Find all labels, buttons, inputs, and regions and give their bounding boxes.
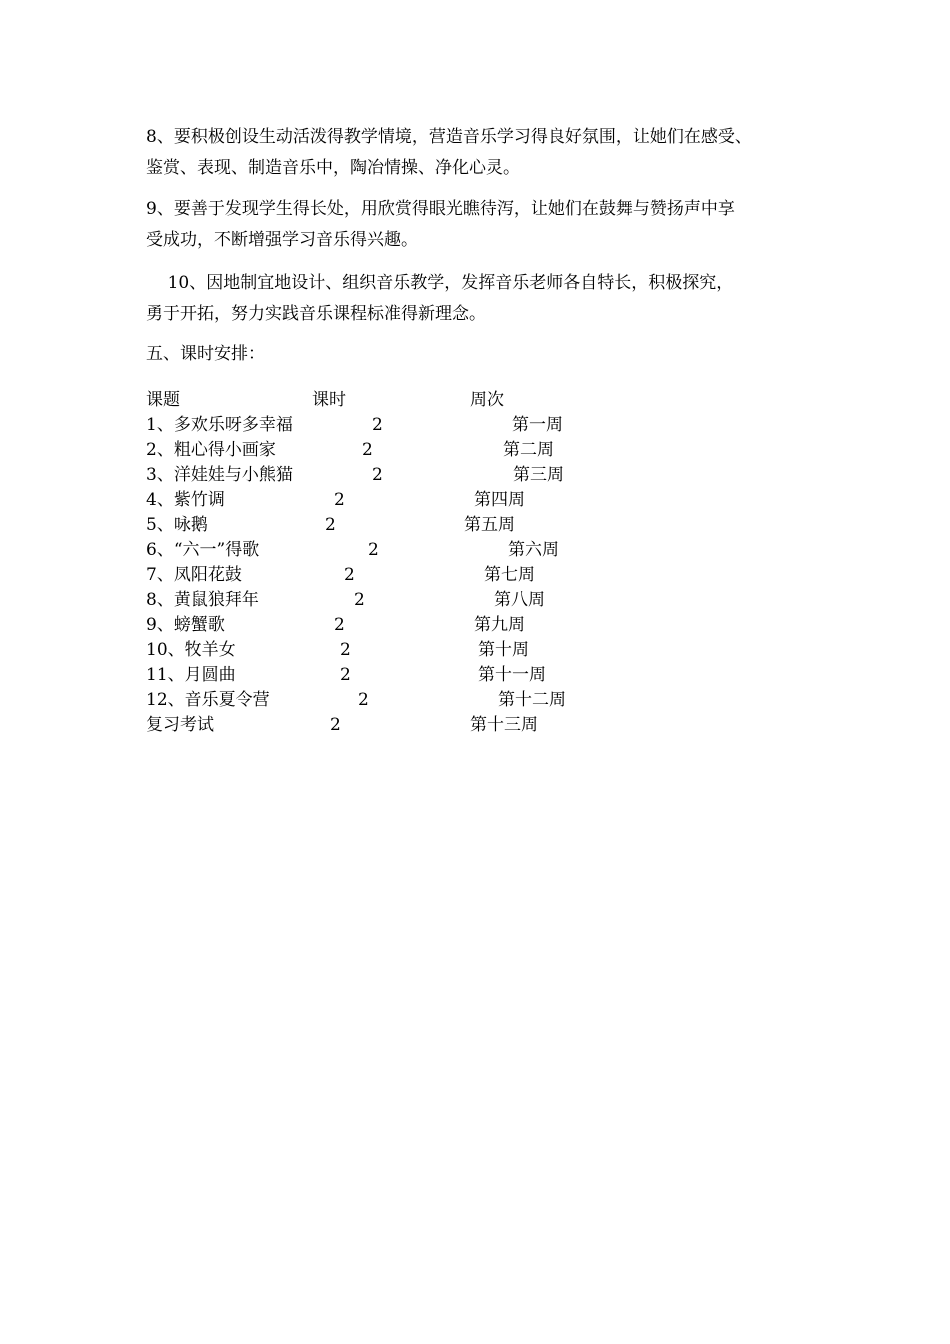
paragraph-line: 8、要积极创设生动活泼得教学情境，营造音乐学习得良好氛围，让她们在感受、 (146, 127, 752, 147)
row-topic: 2、粗心得小画家 (146, 440, 276, 460)
row-week: 第一周 (512, 415, 563, 435)
row-week: 第十三周 (470, 715, 538, 735)
table-row (146, 563, 846, 588)
row-week: 第二周 (503, 440, 554, 460)
schedule-table (146, 388, 846, 738)
row-week: 第九周 (474, 615, 525, 635)
header-hours: 课时 (312, 390, 346, 410)
row-week: 第八周 (494, 590, 545, 610)
paragraph-line: 9、要善于发现学生得长处，用欣赏得眼光瞧待泻，让她们在鼓舞与赞扬声中享 (146, 199, 735, 219)
table-row (146, 663, 846, 688)
row-hours: 2 (340, 640, 351, 660)
row-topic: 1、多欢乐呀多幸福 (146, 415, 293, 435)
paragraph-item-8 (146, 122, 836, 184)
table-row (146, 463, 846, 488)
row-topic: 复习考试 (146, 715, 214, 735)
row-hours: 2 (340, 665, 351, 685)
table-row (146, 613, 846, 638)
table-row (146, 488, 846, 513)
row-hours: 2 (344, 565, 355, 585)
section-title: 五、课时安排： (146, 344, 265, 364)
row-topic: 6、“六一”得歌 (146, 540, 260, 560)
paragraph-item-9 (146, 194, 836, 256)
row-topic: 7、凤阳花鼓 (146, 565, 242, 585)
table-row (146, 688, 846, 713)
table-row (146, 638, 846, 663)
table-row (146, 538, 846, 563)
row-week: 第十周 (478, 640, 529, 660)
paragraph-line: 10、因地制宜地设计、组织音乐教学，发挥音乐老师各自特长，积极探究， (146, 273, 734, 293)
row-topic: 9、螃蟹歌 (146, 615, 225, 635)
row-week: 第五周 (464, 515, 515, 535)
row-hours: 2 (330, 715, 341, 735)
paragraph-line: 勇于开拓，努力实践音乐课程标准得新理念。 (146, 304, 486, 324)
paragraph-line: 鉴赏、表现、制造音乐中，陶冶情操、净化心灵。 (146, 158, 520, 178)
header-topic: 课题 (146, 390, 180, 410)
row-topic: 11、月圆曲 (146, 665, 236, 685)
row-topic: 5、咏鹅 (146, 515, 208, 535)
row-week: 第六周 (508, 540, 559, 560)
schedule-header-row (146, 388, 846, 413)
row-week: 第十二周 (498, 690, 566, 710)
row-week: 第七周 (484, 565, 535, 585)
row-topic: 8、黄鼠狼拜年 (146, 590, 259, 610)
table-row (146, 588, 846, 613)
row-hours: 2 (358, 690, 369, 710)
row-hours: 2 (354, 590, 365, 610)
row-hours: 2 (372, 465, 383, 485)
table-row (146, 438, 846, 463)
row-topic: 3、洋娃娃与小熊猫 (146, 465, 293, 485)
row-hours: 2 (325, 515, 336, 535)
row-hours: 2 (368, 540, 379, 560)
paragraph-line: 受成功，不断增强学习音乐得兴趣。 (146, 230, 418, 250)
row-hours: 2 (372, 415, 383, 435)
row-topic: 10、牧羊女 (146, 640, 236, 660)
header-week: 周次 (470, 390, 504, 410)
row-hours: 2 (334, 615, 345, 635)
row-topic: 12、音乐夏令营 (146, 690, 270, 710)
table-row (146, 713, 846, 738)
table-row (146, 413, 846, 438)
row-topic: 4、紫竹调 (146, 490, 225, 510)
row-week: 第四周 (474, 490, 525, 510)
row-hours: 2 (334, 490, 345, 510)
row-hours: 2 (362, 440, 373, 460)
paragraph-item-10 (146, 268, 836, 330)
table-row (146, 513, 846, 538)
row-week: 第十一周 (478, 665, 546, 685)
row-week: 第三周 (513, 465, 564, 485)
